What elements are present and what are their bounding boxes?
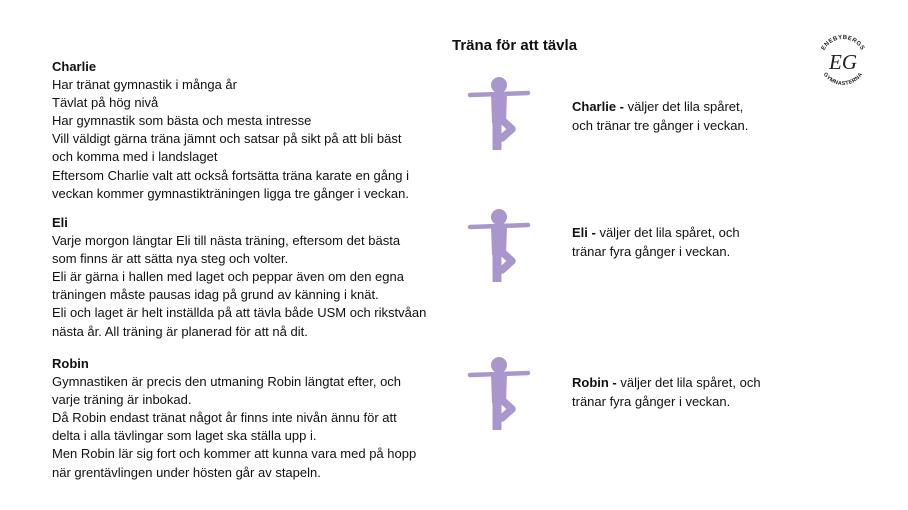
person-description-robin [52, 355, 452, 482]
gymnast-icon [466, 356, 532, 430]
choice-text: väljer det lila spåret, och [616, 375, 761, 390]
description-line: när grentävlingen under hösten går av stapeln. [52, 464, 321, 480]
track-choice-eli [572, 224, 792, 261]
person-description-eli [52, 214, 452, 341]
person-description-charlie [52, 58, 452, 203]
choice-line [572, 374, 792, 393]
description-line: Vill väldigt gärna träna jämnt och satsar på sikt på att bli bäst [52, 131, 402, 147]
logo-monogram: EG [829, 50, 857, 74]
person-name: Eli [52, 215, 68, 230]
description-line: nästa år. All träning är planerad för att nå dit. [52, 323, 308, 339]
person-name: Robin [52, 356, 89, 371]
track-choice-charlie [572, 98, 792, 135]
description-line: träningen måste pausas idag på grund av känning i knät. [52, 287, 379, 303]
description-line: och komma med i landslaget [52, 149, 218, 165]
svg-text:GYMNASTERNA [822, 72, 864, 87]
choice-line: och tränar tre gånger i veckan. [572, 117, 749, 133]
person-name: Charlie [52, 59, 97, 74]
choice-text: väljer det lila spåret, och [595, 225, 740, 240]
choice-name: Robin - [572, 375, 617, 390]
track-choice-robin [572, 374, 792, 411]
club-logo [813, 30, 873, 90]
description-line: Eli är gärna i hallen med laget och peppar även om den egna [52, 269, 404, 285]
description-line: Har gymnastik som bästa och mesta intresse [52, 113, 312, 129]
choice-text: väljer det lila spåret, [624, 99, 744, 114]
description-line: delta i alla tävlingar som laget ska ställa upp i. [52, 428, 317, 444]
choice-line [572, 98, 792, 117]
description-line: varje träning är inbokad. [52, 392, 192, 408]
description-line: Eli och laget är helt inställda på att tävla både USM och rikstvåan [52, 305, 427, 321]
choice-line [572, 224, 792, 243]
page-title: Träna för att tävla [452, 37, 578, 54]
description-line: Tävlat på hög nivå [52, 95, 159, 111]
gymnast-icon [466, 208, 532, 282]
choice-line: tränar fyra gånger i veckan. [572, 243, 731, 259]
description-line: Då Robin endast tränat något år finns inte nivån ännu för att [52, 410, 397, 426]
choice-name: Charlie - [572, 99, 625, 114]
description-line: veckan kommer gymnastikträningen ligga tre gånger i veckan. [52, 185, 409, 201]
description-line: som finns är att sätta nya steg och volter. [52, 251, 289, 267]
logo-text-bottom: GYMNASTERNA [821, 71, 865, 88]
description-line: Varje morgon längtar Eli till nästa träning, eftersom det bästa [52, 233, 401, 249]
gymnast-icon [466, 76, 532, 150]
logo-text-top: ENEBYBERGS [820, 34, 866, 52]
choice-line: tränar fyra gånger i veckan. [572, 393, 731, 409]
description-line: Eftersom Charlie valt att också fortsätta träna karate en gång i [52, 167, 409, 183]
choice-name: Eli - [572, 225, 596, 240]
description-line: Gymnastiken är precis den utmaning Robin längtat efter, och [52, 374, 402, 390]
description-line: Har tränat gymnastik i många år [52, 77, 237, 93]
description-line: Men Robin lär sig fort och kommer att kunna vara med på hopp [52, 446, 417, 462]
